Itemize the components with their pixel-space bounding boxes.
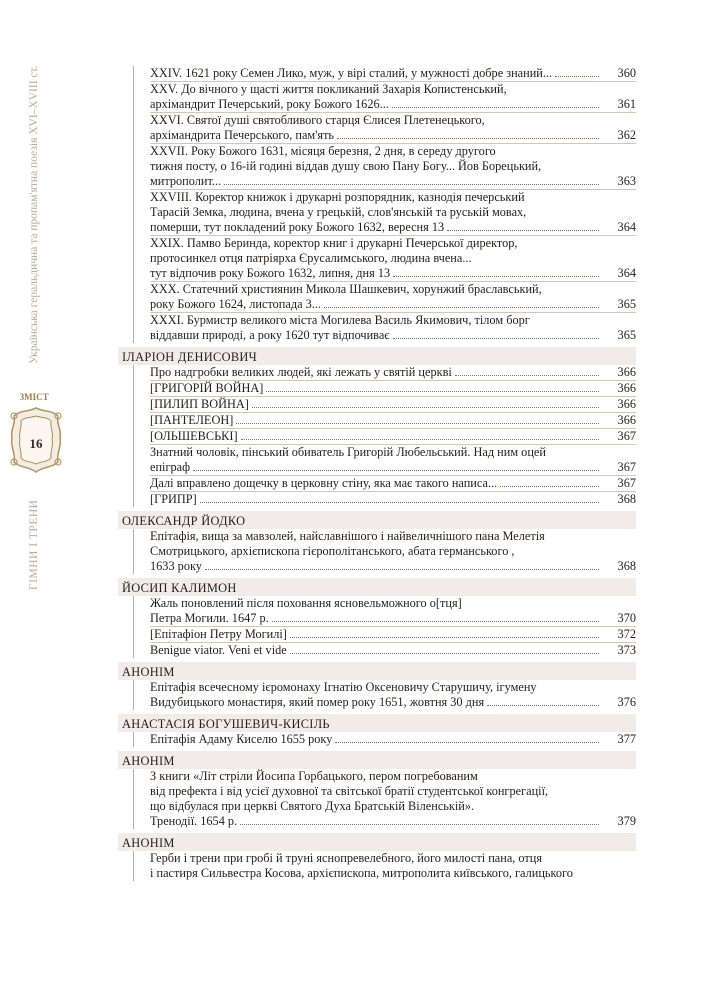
toc-section [118, 732, 636, 747]
page-emblem [6, 404, 66, 476]
toc-entry-text: Benigue viator. Veni et vide [150, 643, 287, 657]
toc-entry-text: віддавши природі, а року 1620 тут відпочиває [150, 328, 390, 342]
toc-entry[interactable] [150, 81, 636, 112]
toc-page-number: 370 [617, 611, 636, 625]
toc-page-number: 376 [617, 695, 636, 709]
dot-leader [290, 653, 599, 654]
section-rule [133, 732, 134, 747]
toc-page-number: 368 [617, 559, 636, 573]
toc-entry-text: Епітафія, вища за мавзолей, найславнішого і найвеличнішого пана Мелетія [150, 529, 545, 543]
toc-entry[interactable] [150, 312, 636, 343]
toc-entry-text: Знатний чоловік, пінський обиватель Григорій Любельський. Над ним оцей [150, 445, 546, 459]
toc-entry-last-line [150, 460, 602, 475]
toc-page-number: 366 [617, 365, 636, 379]
toc-section [118, 529, 636, 574]
toc-entry[interactable] [150, 66, 636, 81]
dot-leader [392, 107, 599, 108]
toc-page-number: 361 [617, 97, 636, 111]
section-rule [133, 596, 134, 658]
toc-entry-text: Петра Могили. 1647 р. [150, 611, 269, 625]
section-rule [133, 769, 134, 829]
toc-entry-text: що відбулася при церкві Святого Духа Братській Віленській». [150, 799, 475, 813]
toc-entry-text: XXVII. Року Божого 1631, місяця березня, 2 дня, в середу другого [150, 144, 496, 158]
chapter-label [26, 490, 42, 590]
toc-entry-text: [ГРИПР] [150, 492, 197, 506]
toc-section [118, 365, 636, 507]
dot-leader [272, 621, 599, 622]
toc-page-number: 367 [617, 460, 636, 474]
toc-page-number: 363 [617, 174, 636, 188]
toc-page-number: 367 [617, 476, 636, 490]
toc-entry-last-line [150, 643, 602, 658]
toc-entry[interactable] [150, 529, 636, 574]
toc-entry[interactable] [150, 732, 636, 747]
dot-leader [252, 407, 599, 408]
toc-page-number: 367 [617, 429, 636, 443]
toc-entry-text: [ГРИГОРІЙ ВОЙНА] [150, 381, 264, 395]
toc-entry[interactable] [150, 189, 636, 235]
dot-leader [236, 423, 599, 424]
toc-entry-last-line [150, 559, 602, 574]
section-rule [133, 851, 134, 881]
toc-entry-text: XXVIII. Коректор книжок і друкарні розпорядник, казнодія печерський [150, 190, 525, 204]
toc-entry-last-line [150, 397, 602, 412]
dot-leader [193, 470, 599, 471]
section-rule [133, 529, 134, 574]
toc-page-number: 360 [617, 66, 636, 80]
toc-section [118, 596, 636, 658]
toc-page-number: 379 [617, 814, 636, 828]
toc-author-heading: АНОНІМ [118, 751, 636, 769]
toc-entry-text: епіграф [150, 460, 191, 474]
toc-entry[interactable] [150, 396, 636, 412]
dot-leader [240, 824, 599, 825]
toc-entry[interactable] [150, 281, 636, 312]
toc-entry-text: померши, тут покладений року Божого 1632, вересня 13 [150, 220, 445, 234]
toc-entry-text: XXIX. Памво Беринда, коректор книг і друкарні Печерської директор, [150, 236, 518, 250]
toc-page-number: 368 [617, 492, 636, 506]
dot-leader [335, 742, 599, 743]
dot-leader [266, 391, 599, 392]
dot-leader [500, 486, 599, 487]
dot-leader [393, 338, 599, 339]
toc-entry-last-line [150, 814, 602, 829]
running-title-text: Українська геральдична та пропам'ятна поезія XVI–XVIII ст. [28, 65, 40, 364]
toc-author-heading: АНОНІМ [118, 662, 636, 680]
toc-entry[interactable] [150, 851, 636, 881]
toc-entry-text: XXV. До вічного у щасті життя покликаний Захарія Копистенський, [150, 82, 507, 96]
toc-entry-last-line [150, 66, 602, 81]
toc-author-heading: ЙОСИП КАЛИМОН [118, 578, 636, 596]
toc-entry-last-line [150, 297, 602, 312]
toc-entry-last-line [150, 220, 602, 235]
toc-entry-text: Тренодії. 1654 р. [150, 814, 238, 828]
dot-leader [487, 705, 599, 706]
section-rule [133, 66, 134, 343]
toc-entry-last-line [150, 97, 602, 112]
toc-entry-text: протосинкел отця патріярха Єрусалимського, людина вчена... [150, 251, 472, 265]
toc-author-heading: ІЛАРІОН ДЕНИСОВИЧ [118, 347, 636, 365]
toc-entry-text: [Епітафіон Петру Могилі] [150, 627, 287, 641]
toc-entry-text: Епітафія всечесному ієромонаху Ігнатію Оксеновичу Старушичу, ігумену [150, 680, 537, 694]
toc-entry[interactable] [150, 596, 636, 626]
toc-entry[interactable] [150, 235, 636, 281]
toc-entry-last-line [150, 266, 602, 281]
toc-entry[interactable] [150, 475, 636, 491]
dot-leader [200, 502, 599, 503]
toc-entry-text: XXXI. Бурмистр великого міста Могилева Василь Якимович, тілом борг [150, 313, 530, 327]
toc-entry-last-line [150, 413, 602, 428]
toc-entry-text: XXIV. 1621 року Семен Лико, муж, у вірі сталий, у мужності добре знаний... [150, 66, 553, 80]
toc-entry-text: і пастиря Сильвестра Косова, архієпископа, митрополита київського, галицького [150, 866, 573, 880]
toc-entry-text: від префекта і від усієї духовної та світської братії студентської конгрегації, [150, 784, 549, 798]
page-number: 16 [29, 436, 43, 451]
toc-entry[interactable] [150, 626, 636, 642]
toc-entry-last-line [150, 492, 602, 507]
chapter-label-text: ГІМНИ І ТРЕНИ [28, 499, 40, 590]
toc-section [118, 66, 636, 343]
toc-entry-text: року Божого 1624, листопада 3... [150, 297, 321, 311]
dot-leader [224, 184, 599, 185]
section-rule [133, 680, 134, 710]
toc-entry-last-line [150, 695, 602, 710]
dot-leader [337, 138, 599, 139]
dot-leader [555, 76, 599, 77]
toc-page-number: 366 [617, 381, 636, 395]
toc-entry-text: Жаль поновлений після поховання ясновельможного о[тця] [150, 596, 462, 610]
running-title [26, 24, 42, 364]
toc-entry-last-line [150, 732, 602, 747]
toc-entry-last-line [150, 174, 602, 189]
toc-entry-text: тижня посту, о 16-ій годині віддав душу свою Пану Богу... Йов Борецький, [150, 159, 542, 173]
toc-entry-text: Далі вправлено дощечку в церковну стіну, яка має такого написа... [150, 476, 498, 490]
toc-author-heading: АНАСТАСІЯ БОГУШЕВИЧ-КИСІЛЬ [118, 714, 636, 732]
dot-leader [455, 375, 599, 376]
toc-page-number: 372 [617, 627, 636, 641]
toc-section [118, 680, 636, 710]
toc-entry-text: [ОЛЬШЕВСЬКІ] [150, 429, 238, 443]
toc-entry-last-line [150, 381, 602, 396]
toc-entry-text: Герби і трени при гробі й труні яснопревелебного, його милості пана, отця [150, 851, 543, 865]
toc-entry-text: Про надгробки великих людей, які лежать у святій церкві [150, 365, 452, 379]
toc-page-number: 365 [617, 328, 636, 342]
toc-entry[interactable] [150, 412, 636, 428]
toc-section [118, 769, 636, 829]
toc-entry-last-line [150, 365, 602, 380]
toc-entry[interactable] [150, 769, 636, 829]
dot-leader [447, 230, 599, 231]
toc-entry-last-line [150, 128, 602, 143]
dot-leader [324, 307, 599, 308]
toc-entry-text: тут відпочив року Божого 1632, липня, дня 13 [150, 266, 391, 280]
toc-author-heading: АНОНІМ [118, 833, 636, 851]
toc-page-number: 365 [617, 297, 636, 311]
toc-entry[interactable] [150, 428, 636, 444]
toc-entry[interactable] [150, 143, 636, 189]
toc-page-number: 362 [617, 128, 636, 142]
toc-entry[interactable] [150, 365, 636, 380]
toc-page-number: 373 [617, 643, 636, 657]
toc-entry-text: XXVI. Святої душі святобливого старця Єлисея Плетенецького, [150, 113, 485, 127]
toc-entry-last-line [150, 627, 602, 642]
dot-leader [205, 569, 599, 570]
table-of-contents [118, 66, 636, 881]
toc-page-number: 364 [617, 220, 636, 234]
toc-entry-text: [ПИЛИП ВОЙНА] [150, 397, 249, 411]
toc-entry[interactable] [150, 112, 636, 143]
dot-leader [241, 439, 599, 440]
toc-entry-last-line [150, 429, 602, 444]
toc-author-heading: ОЛЕКСАНДР ЙОДКО [118, 511, 636, 529]
section-label: ЗМІСТ [19, 392, 49, 402]
toc-entry-text: архімандрита Печерського, пам'ять [150, 128, 335, 142]
toc-page-number: 364 [617, 266, 636, 280]
toc-entry-text: [ПАНТЕЛЕОН] [150, 413, 234, 427]
toc-entry-last-line [150, 611, 602, 626]
toc-entry-text: Смотрицького, архієпископа гієрополітанського, абата германського , [150, 544, 515, 558]
dot-leader [290, 637, 599, 638]
toc-entry[interactable] [150, 491, 636, 507]
toc-entry-text: Видубицького монастиря, який помер року 1651, жовтня 30 дня [150, 695, 485, 709]
toc-entry-last-line [150, 476, 602, 491]
dot-leader [393, 276, 599, 277]
toc-entry-text: Тарасій Земка, людина, вчена у грецькій, слов'янській та руській мовах, [150, 205, 527, 219]
toc-entry[interactable] [150, 680, 636, 710]
toc-page-number: 366 [617, 413, 636, 427]
toc-page-number: 377 [617, 732, 636, 746]
toc-entry-text: митрополит... [150, 174, 222, 188]
toc-entry-last-line [150, 328, 602, 343]
toc-entry-text: 1633 року [150, 559, 202, 573]
toc-section [118, 851, 636, 881]
toc-entry-text: XXX. Статечний християнин Микола Шашкевич, хорунжий браславський, [150, 282, 542, 296]
section-rule [133, 365, 134, 507]
toc-entry-text: архімандрит Печерський, року Божого 1626... [150, 97, 389, 111]
toc-entry[interactable] [150, 380, 636, 396]
toc-entry-text: Епітафія Адаму Киселю 1655 року [150, 732, 333, 746]
toc-entry[interactable] [150, 642, 636, 658]
toc-entry[interactable] [150, 444, 636, 475]
toc-page-number: 366 [617, 397, 636, 411]
toc-entry-text: З книги «Літ стріли Йосипа Горбацького, пером погребованим [150, 769, 478, 783]
